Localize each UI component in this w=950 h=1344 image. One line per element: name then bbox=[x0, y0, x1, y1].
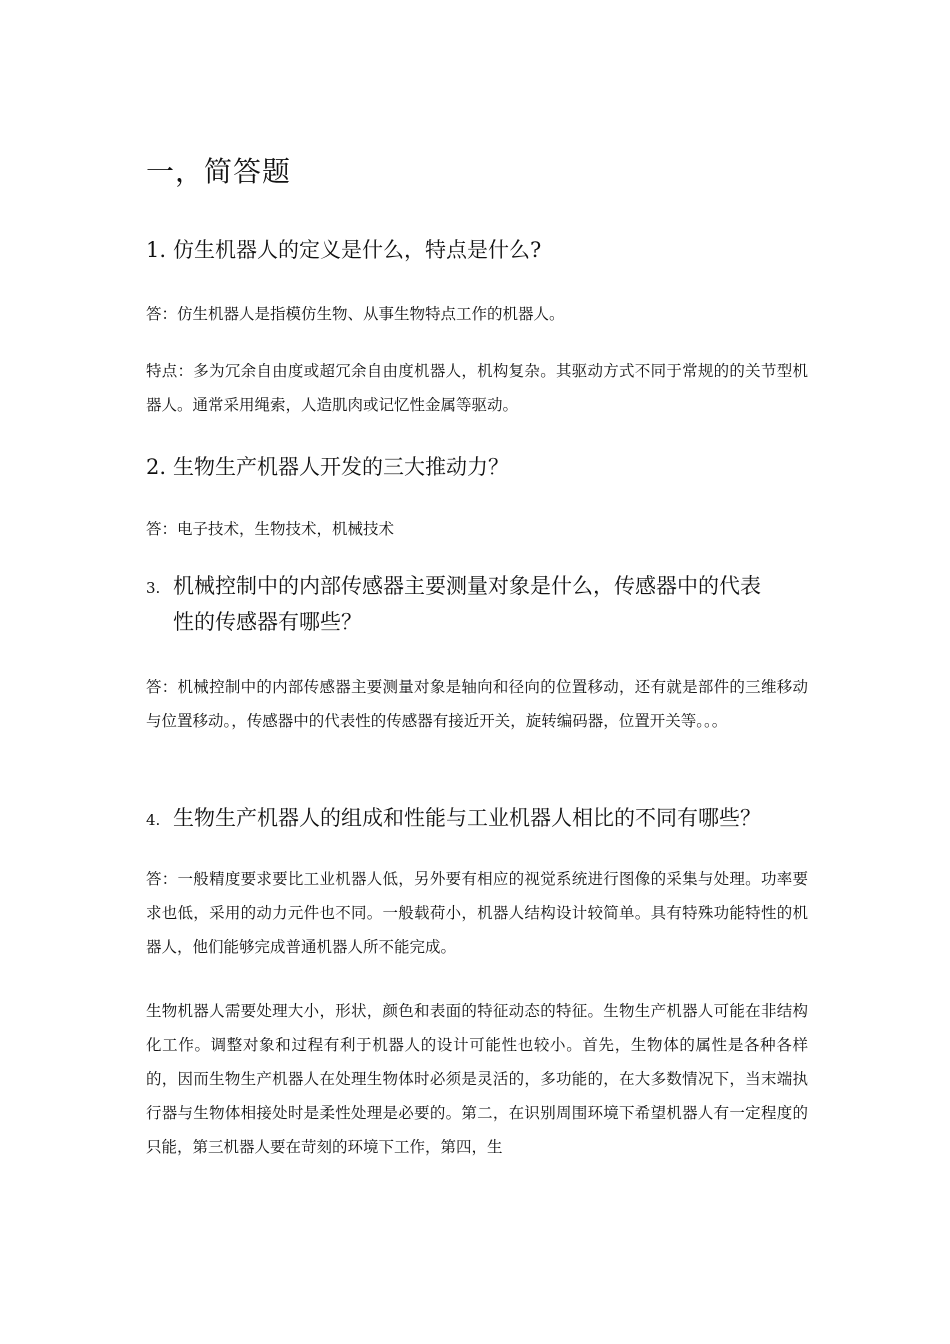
section-title: 一，简答题 bbox=[146, 155, 292, 188]
answer-paragraph: 答：机械控制中的内部传感器主要测量对象是轴向和径向的位置移动，还有就是部件的三维移动与位置移动。，传感器中的代表性的传感器有接近开关，旋转编码器，位置开关等。。。 bbox=[146, 678, 808, 730]
question-text: 生物生产机器人开发的三大推动力？ bbox=[173, 455, 509, 479]
answer-paragraph: 生物机器人需要处理大小，形状，颜色和表面的特征动态的特征。生物生产机器人可能在非结构化工作。调整对象和过程有利于机器人的设计可能性也较小。首先，生物体的属性是各种各样的，因而生物生产机器人在处理生物体时必须是灵活的，多功能的，在大多数情况下，当末端执行器与生物体相接处时是柔性处理是必要的。第二，在识别周围环境下希望机器人有一定程度的只能，第三机器人要在苛刻的环境下工作，第四，生 bbox=[146, 1002, 808, 1156]
answer-paragraph: 答：电子技术，生物技术，机械技术 bbox=[146, 520, 395, 538]
question-1 bbox=[146, 233, 808, 267]
question-number: 4. bbox=[146, 811, 161, 829]
question-text-line1: 机械控制中的内部传感器主要测量对象是什么，传感器中的代表 bbox=[173, 574, 761, 598]
answer-paragraph: 特点：多为冗余自由度或超冗余自由度机器人，机构复杂。其驱动方式不同于常规的的关节型机器人。通常采用绳索，人造肌肉或记忆性金属等驱动。 bbox=[146, 362, 808, 414]
question-3 bbox=[146, 569, 808, 639]
question-number: 2. bbox=[146, 455, 167, 479]
answer-paragraph: 答：仿生机器人是指模仿生物、从事生物特点工作的机器人。 bbox=[146, 305, 565, 323]
question-2 bbox=[146, 450, 808, 484]
question-4 bbox=[146, 801, 808, 837]
question-text-line2: 性的传感器有哪些？ bbox=[173, 610, 362, 634]
question-text: 生物生产机器人的组成和性能与工业机器人相比的不同有哪些？ bbox=[173, 806, 761, 830]
question-number: 3. bbox=[146, 579, 161, 597]
question-number: 1. bbox=[146, 238, 167, 262]
question-text: 仿生机器人的定义是什么，特点是什么? bbox=[173, 238, 542, 262]
answer-paragraph: 答：一般精度要求要比工业机器人低，另外要有相应的视觉系统进行图像的采集与处理。功率要求也低，采用的动力元件也不同。一般载荷小，机器人结构设计较简单。具有特殊功能特性的机器人，他们能够完成普通机器人所不能完成。 bbox=[146, 870, 808, 956]
